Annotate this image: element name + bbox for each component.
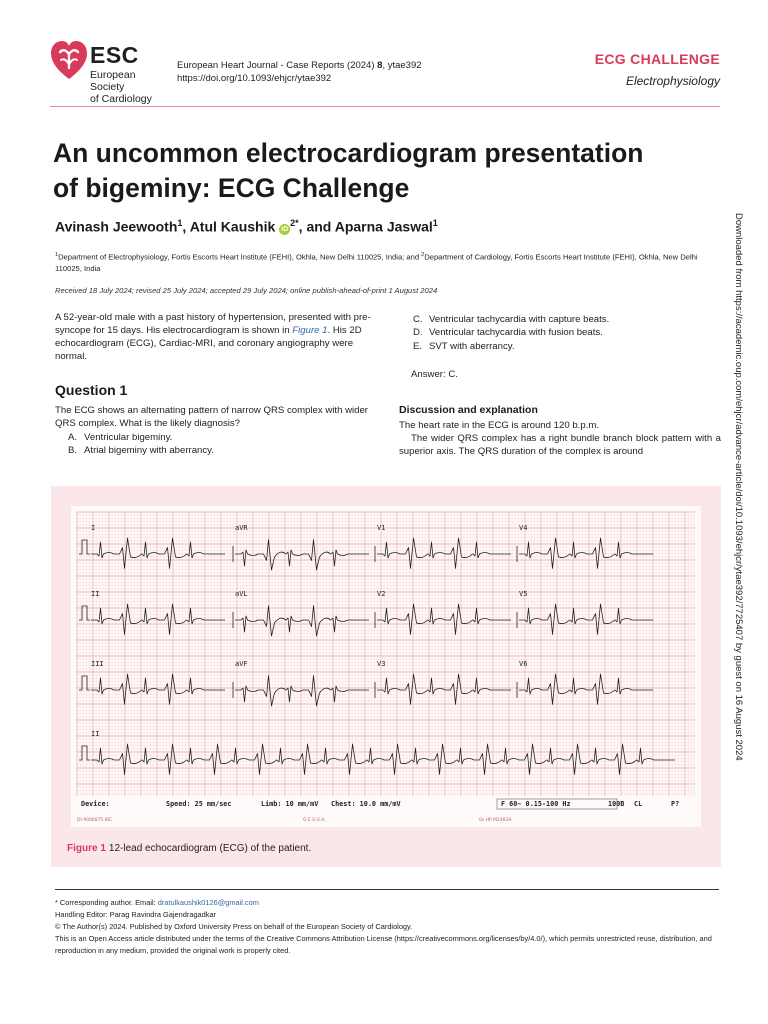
journal-volume: 8 [377,60,383,71]
ecg-footer-label: F 60~ 0.15-100 Hz [501,800,571,808]
footnotes [55,897,721,957]
journal-citation [177,59,422,85]
lead-label: II [91,590,100,598]
author-list: Avinash Jeewooth$^1$, Atul Kaushik $iD^{2*}$, and Aparna Jaswal$^1$ [55,218,438,235]
lead-label: V4 [519,524,528,532]
option-a: A. Ventricular bigeminy. [68,432,173,443]
lead-label: V3 [377,660,386,668]
answer: Answer: C. [411,369,458,380]
journal-article-id: , ytae392 [382,60,422,71]
author-affil-sup: 2* [290,218,299,228]
author-name[interactable]: Atul Kaushik [189,218,276,235]
author-affil-sup: 1 [432,218,438,228]
corresponding-author: * Corresponding author. Email: dratulkaushik0126@gmail.com [55,898,259,907]
logo-wordmark: ESC [90,42,139,68]
heart-logo-icon [50,40,88,82]
footnote-divider [55,889,719,890]
paper-mark: 0s HP M2483A [479,818,512,823]
handling-editor: Handling Editor: Parag Ravindra Gajendragadkar [55,910,217,919]
license-notice: This is an Open Access article distributed under the terms of the Creative Commons Attribution License (https://creativecommons.org/licenses/by/4.0/), which permits unrestricted reuse, distribution, and reproduction in any medium, provided the original work is properly cited. [55,934,712,955]
question-heading: Question 1 [55,382,128,398]
author-name[interactable]: Aparna Jaswal [334,218,433,235]
ecg-footer-label: CL [634,800,643,808]
orcid-icon[interactable]: iD [281,225,289,233]
option-b: B. Atrial bigeminy with aberrancy. [68,445,214,456]
lead-label: aVF [235,660,248,668]
paper-mark: O E U.S.A. [303,818,326,823]
figure-caption: Figure 1 12-lead echocardiogram (ECG) of the patient. [67,843,312,854]
lead-label: II [91,730,100,738]
journal-name: European Heart Journal - Case Reports (2024) [177,60,375,71]
ecg-footer-label: Device: [81,800,110,808]
doi-link[interactable]: https://doi.org/10.1093/ehjcr/ytae392 [177,73,332,84]
calibration-pulse [79,746,90,760]
affiliations: $^1$Department of Electrophysiology, Fortis Escorts Heart Institute (FEHI), Okhla, New Delhi 110025, India; and $^2$Department of Cardiology, Fortis Escorts Heart Institute (FEHI), Okhla, New Delhi 110025, India [55,252,698,273]
received-dates: Received 18 July 2024; revised 25 July 2024; accepted 29 July 2024; online publish-ahead-of-print 1 August 2024 [55,286,438,295]
ecg-footer-label: P? [671,800,680,808]
case-introduction: A 52-year-old male with a past history of hypertension, presented with pre-syncope for 15 days. His electrocardiogram is shown in Figure 1. His 2D echocardiogram (ECG), Cardiac-MRI, and coronary angiography were normal. [55,312,371,362]
discussion-heading: Discussion and explanation [399,404,538,416]
ecg-footer-label: Speed: 25 mm/sec [166,800,232,808]
option-d: D. Ventricular tachycardia with fusion beats. [413,327,603,338]
lead-label: aVR [235,524,248,532]
ecg-tracing [71,506,701,827]
ecg-grid-minor [77,512,695,796]
author-email-link[interactable]: dratulkaushik0126@gmail.com [157,898,259,907]
lead-label: III [91,660,104,668]
subspecialty-label: Electrophysiology [625,74,720,88]
discussion-paragraph: The wider QRS complex has a right bundle branch block pattern with a superior axis. The QRS duration of the complex is around [399,433,721,457]
ecg-trace [91,744,675,774]
lead-label: V2 [377,590,386,598]
ecg-footer-label: 100B [608,800,625,808]
lead-label: I [91,524,96,532]
author-affil-sup: 1 [177,218,183,228]
copyright-notice: © The Author(s) 2024. Published by Oxford University Press on behalf of the European Society of Cardiology. [55,922,413,931]
lead-label: aVL [235,590,248,598]
article-title: An uncommon electrocardiogram presentation of bigeminy: ECG Challenge [53,138,644,203]
author-name[interactable]: Avinash Jeewooth [55,218,178,235]
paper-mark: DI 9000075 BIC [77,818,113,823]
ecg-footer-label: Chest: 10.0 mm/mV [331,800,401,808]
header-divider [50,106,720,107]
discussion-paragraph: The heart rate in the ECG is around 120 b.p.m. [399,420,599,431]
ecg-footer-label: Limb: 10 mm/mV [261,800,319,808]
lead-label: V5 [519,590,528,598]
esc-logo [50,40,170,105]
society-name: European Society of Cardiology [90,69,152,105]
lead-label: V6 [519,660,528,668]
download-watermark: Downloaded from https://academic.oup.com/ehjcr/advance-article/doi/10.1093/ehjcr/ytae392/7725407 by guest on 16 August 2024 [733,213,744,761]
figure-label: Figure 1 [67,843,106,854]
option-e: E. SVT with aberrancy. [413,341,515,352]
figure-link[interactable]: Figure 1 [292,325,328,336]
lead-label: V1 [377,524,386,532]
figure-panel [51,486,721,867]
option-c: C. Ventricular tachycardia with capture beats. [413,314,610,325]
section-label: ECG CHALLENGE [594,51,720,67]
question-text: The ECG shows an alternating pattern of narrow QRS complex with wider QRS complex. What is the likely diagnosis? [55,405,369,429]
